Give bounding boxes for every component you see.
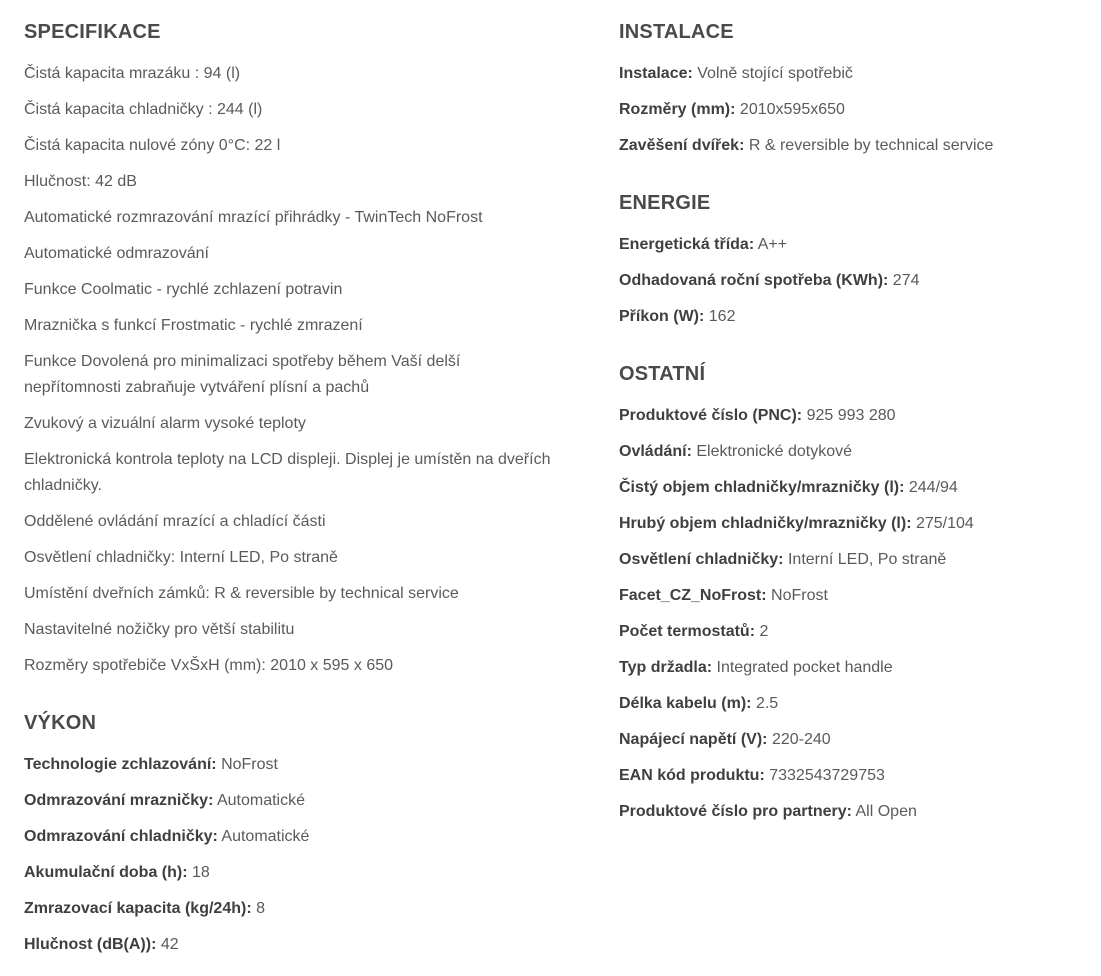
spec-item: Čistá kapacita nulové zóny 0°C: 22 l: [24, 137, 281, 154]
spec-key: Technologie zchlazování:: [24, 756, 217, 773]
spec-row: [24, 788, 305, 814]
spec-key: Zavěšení dvířek:: [619, 137, 745, 154]
spec-row: [619, 799, 917, 825]
spec-key: Hlučnost (dB(A)):: [24, 936, 157, 953]
spec-key: Ovládání:: [619, 443, 692, 460]
spec-value: Automatické: [221, 828, 310, 845]
spec-value: 925 993 280: [806, 407, 896, 424]
spec-value: Elektronické dotykové: [696, 443, 852, 460]
spec-value: Interní LED, Po straně: [787, 551, 947, 568]
spec-item: Funkce Coolmatic - rychlé zchlazení potravin: [24, 281, 343, 298]
spec-value: 2010x595x650: [739, 101, 845, 118]
section-title-specifikace: SPECIFIKACE: [24, 21, 161, 43]
spec-value: 244/94: [908, 479, 958, 496]
spec-row: [24, 932, 179, 958]
spec-item: Nastavitelné nožičky pro větší stabilitu: [24, 621, 295, 638]
spec-item: Automatické rozmrazování mrazící přihrádky - TwinTech NoFrost: [24, 209, 483, 226]
spec-row: [619, 655, 893, 681]
spec-row: [619, 61, 853, 87]
spec-key: Instalace:: [619, 65, 693, 82]
spec-item: Čistá kapacita mrazáku : 94 (l): [24, 65, 241, 82]
spec-row: [619, 727, 831, 753]
spec-key: Odmrazování chladničky:: [24, 828, 218, 845]
spec-key: Délka kabelu (m):: [619, 695, 752, 712]
spec-row: [619, 691, 778, 717]
spec-key: Akumulační doba (h):: [24, 864, 188, 881]
spec-value: R & reversible by technical service: [748, 137, 994, 154]
spec-row: [619, 763, 885, 789]
spec-row: [619, 232, 787, 258]
spec-item: Osvětlení chladničky: Interní LED, Po straně: [24, 549, 338, 566]
spec-item: Umístění dveřních zámků: R & reversible by technical service: [24, 585, 459, 602]
spec-key: Odhadovaná roční spotřeba (KWh):: [619, 272, 889, 289]
spec-key: Facet_CZ_NoFrost:: [619, 587, 767, 604]
spec-item: Oddělené ovládání mrazící a chladící části: [24, 513, 326, 530]
spec-value: All Open: [855, 803, 917, 820]
spec-row: [619, 403, 896, 429]
spec-row: [24, 860, 210, 886]
spec-key: Rozměry (mm):: [619, 101, 736, 118]
spec-item: Hlučnost: 42 dB: [24, 173, 137, 190]
spec-row: [619, 475, 958, 501]
spec-row: [619, 439, 852, 465]
spec-row: [619, 583, 828, 609]
spec-value: NoFrost: [221, 756, 278, 773]
spec-key: Napájecí napětí (V):: [619, 731, 768, 748]
spec-value: Volně stojící spotřebič: [697, 65, 853, 82]
spec-value: 274: [892, 272, 920, 289]
spec-key: Počet termostatů:: [619, 623, 756, 640]
spec-row: [24, 896, 265, 922]
spec-value: Integrated pocket handle: [716, 659, 893, 676]
spec-row: [24, 824, 309, 850]
spec-key: Čistý objem chladničky/mrazničky (l):: [619, 479, 905, 496]
spec-value: Automatické: [216, 792, 306, 809]
spec-value: 7332543729753: [769, 767, 885, 784]
spec-item: Funkce Dovolená pro minimalizaci spotřeby během Vaší delší nepřítomnosti zabraňuje vytváření plísní a pachů: [24, 353, 461, 396]
spec-value: 162: [708, 308, 736, 325]
spec-key: Energetická třída:: [619, 236, 755, 253]
spec-value: 8: [256, 900, 265, 917]
spec-row: [24, 752, 278, 778]
spec-key: Zmrazovací kapacita (kg/24h):: [24, 900, 252, 917]
spec-row: [619, 619, 768, 645]
spec-key: Produktové číslo pro partnery:: [619, 803, 852, 820]
section-title-instalace: INSTALACE: [619, 21, 734, 43]
section-title-vykon: VÝKON: [24, 712, 97, 734]
spec-value: 2: [759, 623, 769, 640]
spec-value: 42: [160, 936, 179, 953]
spec-row: [619, 547, 946, 573]
spec-item: Zvukový a vizuální alarm vysoké teploty: [24, 415, 306, 432]
spec-item: Mraznička s funkcí Frostmatic - rychlé zmrazení: [24, 317, 363, 334]
spec-item: Elektronická kontrola teploty na LCD displeji. Displej je umístěn na dveřích chladničky.: [24, 451, 551, 494]
spec-key: Typ držadla:: [619, 659, 713, 676]
section-title-energie: ENERGIE: [619, 192, 711, 214]
spec-value: 275/104: [915, 515, 974, 532]
spec-value: A++: [757, 236, 788, 253]
spec-item: Čistá kapacita chladničky : 244 (l): [24, 101, 263, 118]
spec-value: 18: [192, 864, 210, 881]
section-title-ostatni: OSTATNÍ: [619, 363, 706, 385]
spec-key: Produktové číslo (PNC):: [619, 407, 803, 424]
spec-key: Hrubý objem chladničky/mrazničky (l):: [619, 515, 912, 532]
spec-value: NoFrost: [771, 587, 828, 604]
spec-key: EAN kód produktu:: [619, 767, 765, 784]
spec-key: Odmrazování mrazničky:: [24, 792, 214, 809]
spec-row: [619, 511, 974, 537]
spec-row: [619, 304, 735, 330]
spec-value: 2.5: [755, 695, 779, 712]
spec-row: [619, 268, 920, 294]
spec-row: [619, 97, 845, 123]
spec-item: Automatické odmrazování: [24, 245, 209, 262]
spec-row: [619, 133, 993, 159]
spec-key: Příkon (W):: [619, 308, 705, 325]
spec-item: Rozměry spotřebiče VxŠxH (mm): 2010 x 595 x 650: [24, 657, 394, 674]
spec-value: 220-240: [771, 731, 831, 748]
spec-key: Osvětlení chladničky:: [619, 551, 784, 568]
